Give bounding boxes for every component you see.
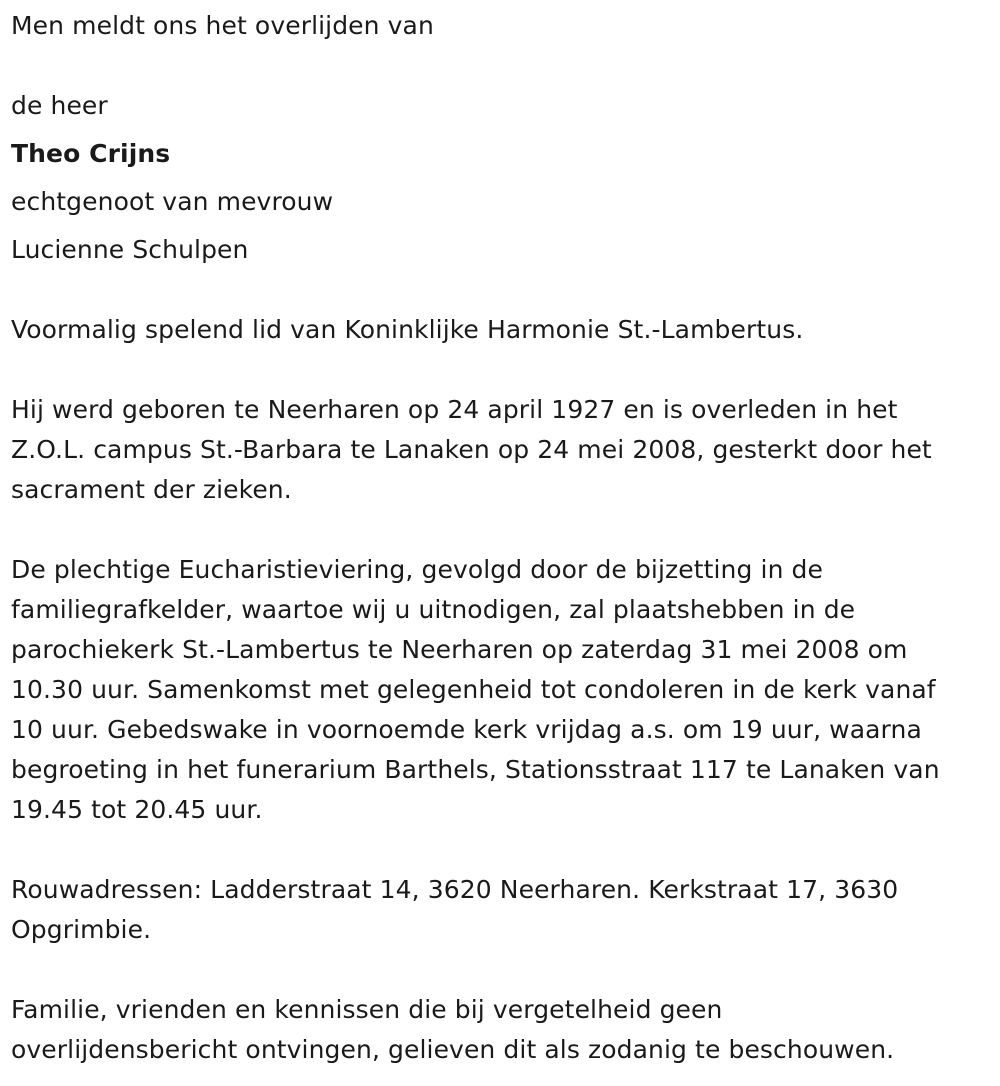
paragraph-line: Z.O.L. campus St.-Barbara te Lanaken op 24 mei 2008, gesterkt door het xyxy=(11,435,932,464)
spacer xyxy=(11,270,993,310)
spacer xyxy=(11,950,993,990)
deceased-name: Theo Crijns xyxy=(11,139,171,168)
spacer xyxy=(11,46,993,86)
spacer xyxy=(11,510,993,550)
paragraph-line: Opgrimbie. xyxy=(11,915,152,944)
paragraph-line: De plechtige Eucharistieviering, gevolgd door de bijzetting in de xyxy=(11,555,824,584)
paragraph-line: begroeting in het funerarium Barthels, Stationsstraat 117 te Lanaken van xyxy=(11,755,940,784)
closing-paragraph xyxy=(11,990,993,1070)
paragraph-line: 19.45 tot 20.45 uur. xyxy=(11,795,263,824)
paragraph-line: familiegrafkelder, waartoe wij u uitnodigen, zal plaatshebben in de xyxy=(11,595,856,624)
paragraph-line: Familie, vrienden en kennissen die bij vergetelheid geen xyxy=(11,995,723,1024)
intro-text: Men meldt ons het overlijden van xyxy=(11,11,434,40)
salutation: de heer xyxy=(11,91,108,120)
paragraph-line: parochiekerk St.-Lambertus te Neerharen op zaterdag 31 mei 2008 om xyxy=(11,635,908,664)
paragraph-line: overlijdensbericht ontvingen, gelieven dit als zodanig te beschouwen. xyxy=(11,1035,895,1064)
paragraph-line: Hij werd geboren te Neerharen op 24 april 1927 en is overleden in het xyxy=(11,395,898,424)
membership-text: Voormalig spelend lid van Koninklijke Harmonie St.-Lambertus. xyxy=(11,315,804,344)
birth-death-paragraph xyxy=(11,390,993,510)
paragraph-line: 10.30 uur. Samenkomst met gelegenheid tot condoleren in de kerk vanaf xyxy=(11,675,936,704)
ceremony-paragraph xyxy=(11,550,993,830)
paragraph-line: Rouwadressen: Ladderstraat 14, 3620 Neerharen. Kerkstraat 17, 3630 xyxy=(11,875,899,904)
spouse-name: Lucienne Schulpen xyxy=(11,235,249,264)
paragraph-line: sacrament der zieken. xyxy=(11,475,292,504)
spacer xyxy=(11,350,993,390)
addresses-paragraph xyxy=(11,870,993,950)
spouse-intro: echtgenoot van mevrouw xyxy=(11,187,334,216)
paragraph-line: 10 uur. Gebedswake in voornoemde kerk vrijdag a.s. om 19 uur, waarna xyxy=(11,715,922,744)
spacer xyxy=(11,830,993,870)
death-notice xyxy=(11,6,993,1070)
